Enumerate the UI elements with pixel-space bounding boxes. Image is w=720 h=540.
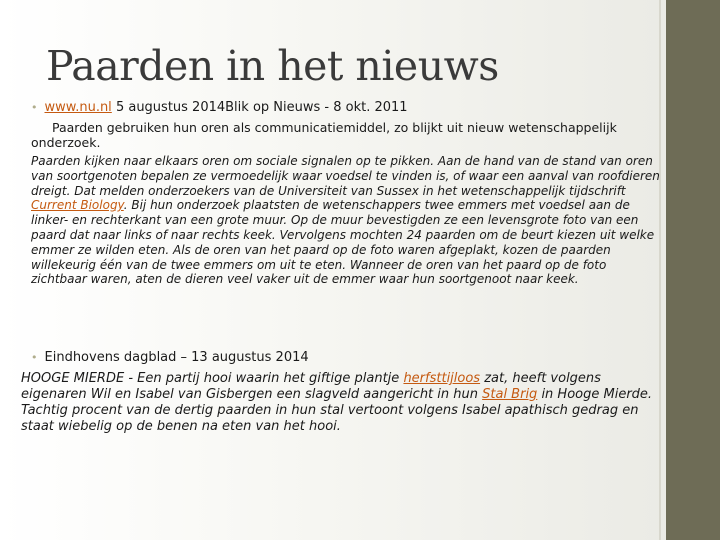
sidebar-panel: [666, 0, 720, 540]
slide-title: Paarden in het nieuws: [46, 42, 499, 90]
bullet-icon: •: [31, 101, 38, 114]
body-text-part3: in Hooge Mierde. Tachtig procent van de dertig paarden in hun stal vertoont volgens Isabel apathisch gedrag en staat wiebelig op de benen na eten van het hooi.: [21, 387, 653, 434]
news-item-nu-header: [31, 100, 408, 115]
news-body-ed: [21, 371, 661, 435]
news-headline: [31, 120, 661, 150]
nu-nl-link[interactable]: www.nu.nl: [44, 100, 112, 115]
headline-text: Paarden gebruiken hun oren als communicatiemiddel, zo blijkt uit nieuw wetenschappelijk onderzoek.: [31, 120, 617, 150]
news-body-nu: [31, 154, 661, 287]
herfsttijloos-link[interactable]: herfsttijloos: [403, 371, 481, 386]
current-biology-link[interactable]: Current Biology: [31, 198, 124, 213]
news-item-source: Eindhovens dagblad – 13 augustus 2014: [44, 350, 309, 365]
body-text-after: . Bij hun onderzoek plaatsten de wetenschappers twee emmers met voedsel aan de linker- en rechterkant van een grote muur. Op de muur bevestigden ze een levensgrote foto van een paard dat naar links of naar rechts keek. Vervolgens mochten 24 paarden om de beurt kiezen uit welke emmer ze wilden eten. Als de oren van het paard op de foto waren afgeplakt, kozen de paarden willekeurig één van de twee emmers om uit te eten. Wanneer de oren van het paard op de foto zichtbaar waren, aten de dieren veel vaker uit de emmer waar hun soortgenoot naar keek.: [31, 198, 655, 287]
stal-brig-link[interactable]: Stal Brig: [482, 387, 538, 402]
bullet-icon: •: [31, 351, 38, 364]
body-text-part1: HOOGE MIERDE - Een partij hooi waarin het giftige plantje: [21, 371, 404, 386]
body-text-part2: zat, heeft volgens eigenaren Wil en Isabel van Gisbergen een slagveld aangericht in hun: [21, 371, 601, 402]
news-item-ed-header: [31, 350, 309, 365]
body-text-before: Paarden kijken naar elkaars oren om sociale signalen op te pikken. Aan de hand van de stand van oren van soortgenoten bepalen ze vermoedelijk waar voedsel te vinden is, of waar een aanval van roofdieren dreigt. Dat melden onderzoekers van de Universiteit van Sussex in het wetenschappelijk tijdschrift: [31, 154, 660, 198]
news-item-meta: 5 augustus 2014Blik op Nieuws - 8 okt. 2011: [111, 100, 408, 115]
